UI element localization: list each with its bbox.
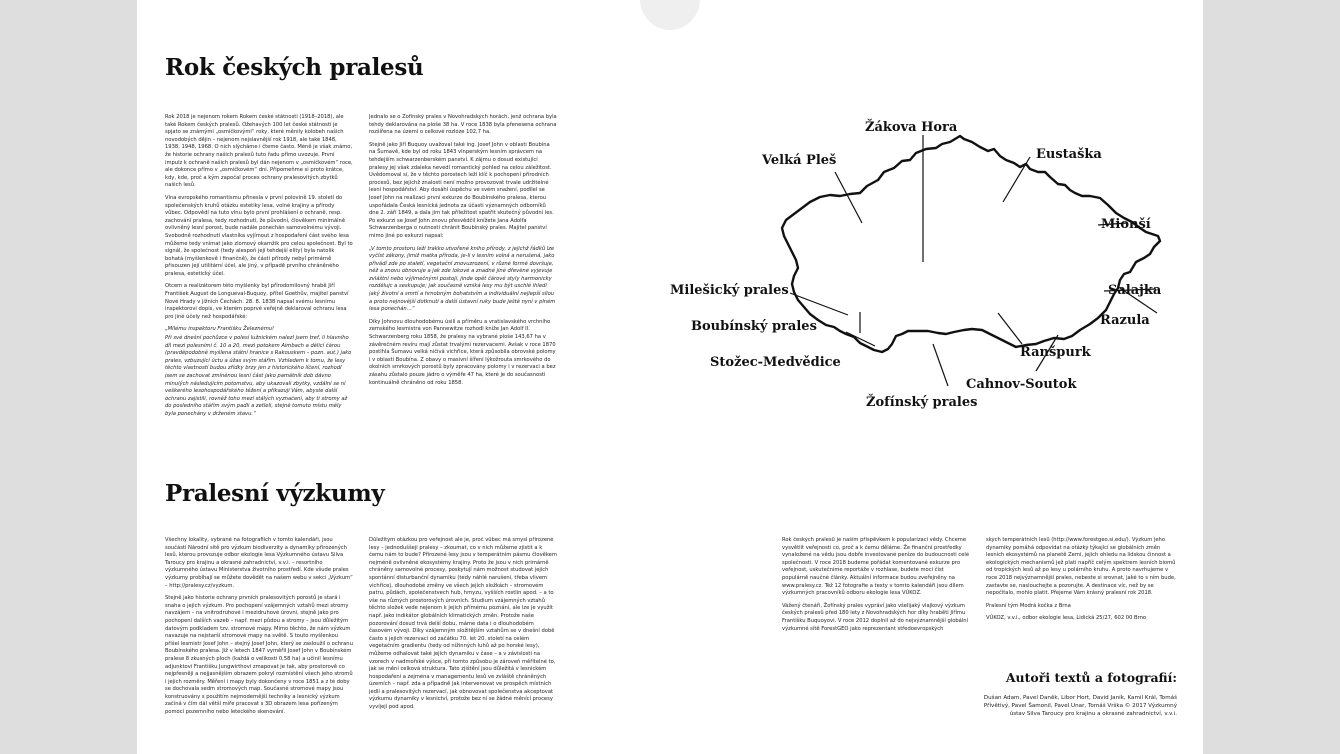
paragraph: Stejně jako Jiří Buquoy uvažoval také ing. Josef John v oblasti Boubína na Šumavě, kde byl od roku 1843 vlnperským lesním správcem na tehdejším schwarzenberském panství. K zájmu o dosud existující pralesy jej však zdaleka nevedl romantický pohled na celou záležitost. Uvědomoval si, že v těchto porostech leží klíč k pochopení přírodních procesů, bez jejichž znalosti není možno provozovat trvale udržitelné lesní hospodářství. Aby dosáhl úspěchu ve svém snažení, podílel se Josef John na realizaci první exkurze do Boubínského pralesa, kterou uspořádala Česká lesnická jednota za účasti významných odborníků dne 2. září 1849, a dala jim tak příležitost spatřit skutečný původní les. Po exkurzi se Josef John znovu přesvědčil knížete Jana Adolfa Schwarzenberga o nutnosti chránit Boubínský prales. Majitel panství mimo jiné po exkurzi napsal: (369, 141, 554, 239)
signature-team: Pralesní tým Modrá kočka z Brna (986, 602, 1071, 609)
map-label-velka-ples: Velká Pleš (762, 153, 837, 168)
signature-address: VÚKOZ, v.v.i., odbor ekologie lesa, Lidická 25/27, 602 00 Brno (986, 615, 1147, 622)
czech-map (670, 0, 1203, 440)
section2-column-2 (369, 537, 557, 727)
label-leader-lines (790, 135, 1157, 386)
paragraph: Vážený čtenáři, Žofínský prales vypráví jako všelijaký vlajkový výzkum českých pralesů před 180 lety z Novohradských hor díky hraběti Jiřímu Františku Buquoyovi. V roce 2012 doplnil až do nejvýznamnější globální výzkumné sítě ForestGEO jako reprezentant středoevropských (782, 602, 969, 632)
quote-text: „V tomto prostoru leží trakko utvořené kniho přírody, z jejichž řádků lze vyčíst zákony, jimiž matka příroda, je-li v lesním volná a nerušená, jako přivádí zde po staletí, vegetační znovuzrození, v různé formě dovršuje, něž a znovu obnovuje a jak zde lokové a znadné jiné dřevěné vyjevuje zvláštní nebo výjimečnými postoji, jinde opět čárové styly harmonicky rozdělujc a seskupuje; jak současně vzniká lesy mu být uschlé ihledí jaký životní a smrtí a hrnobným bohatstvím a individuální nejlepší sílou a proto nejnovější dotknutí a další ústavní ruky bude ještě nyní v plném lesa ponechán…“ (369, 245, 556, 313)
section1-column-2 (369, 114, 557, 394)
map-label-boubinsky-prales: Boubínský prales (691, 319, 817, 334)
map-label-mionsi: Mionší (1101, 217, 1151, 232)
paragraph: Otcem a realizátorem této myšlenky byl přírodomilovný hrabě Jiří František August de Longueval-Buquoy, přítel Goethův, majitel panství Nové Hrady v jižních Čechách. 28. 8. 1838 napsal svému lesnímu inspektorovi dopis, ve kterém poprvé veřejně deklaroval ochranu lesa pro jiné účely než hospodářské: (165, 283, 349, 320)
map-label-zakova-hora: Žákova Hora (865, 120, 958, 135)
map-label-milesicky-prales: Milešický prales (670, 283, 789, 298)
paragraph: Vlna evropského romantismu přinesla v první polovině 19. století do společenských kruhů otázku estetiky lesa, volné krajiny a přírody vůbec. Odpovědí na tuto vlnu bylo první prohlášení o ochraně, resp. zachování pralesa, tedy rozhodnutí, že původní, člověkem minimálně ovlivněný lesní porost, bude nadále ponechán samovolnému vývoji. Svobodně rozhodnutí vlastníka vyjímout z hospodaření část svého lesa můžeme tedy vnímat jako zlomový okamžik pro celou společnost. Byl to signál, že společnost (tedy alespoň její tehdejší elity) byla natolik bohatá (myšlenkově i finančně), že části přírody nebyl primárně přisouzen její utilitární účel, ale jiný, v případě prvního chráněného pralesa, estetický účel. (165, 194, 353, 277)
paragraph: ských temperátních lesů (http://www.forestgeo.si.edu/). Výzkum jeho dynamiky pomáhá odpovídat na otázky týkající se globálních změn lesních ekosystémů na planetě Zemi, jejich ohledu na lidskou činnost a ekologických mechanismů jež platí napříč celým spektrem lesních biomů od tropických lesů až po lesy u polárního kruhu. A proto navrhujeme v roce 2018 nejvýznamnější prales, nebeste si srovnat, jaké to s ním bude, zastavte se, naslouchejte a pozorujte. A destinace víc, než by se nepočítalo, mohlo platit. Přejeme Vám krásný pralesní rok 2018. (986, 537, 1176, 597)
section-title-pralesni-vyzkumy: Pralesní výzkumy (165, 480, 385, 507)
section2-column-4 (986, 537, 1178, 637)
authors-heading: Autoři textů a fotografií: (1005, 670, 1177, 685)
paragraph: Všechny lokality, vybrané na fotografiích v tomto kalendáři, jsou součástí Národní sítě pro výzkum biodiverzity a dynamiky přirozených lesů, kterou provozuje odbor ekologie lesa Výzkumného ústavu Silva Taroucy pro krajinu a okrasné zahradnictví, v.v.i. – resortního výzkumného ústavu Ministerstva životního prostředí. Kde všude prales výzkumy probíhají se můžete dovědět na našem webu v sekci „Výzkum“ – http://pralesy.cz/vyzkum. (165, 537, 353, 589)
leader-line-velka-ples (835, 172, 862, 223)
left-page (137, 0, 670, 754)
map-label-ranspurk: Ranšpurk (1020, 345, 1091, 360)
map-label-razula: Razula (1100, 313, 1150, 328)
paragraph: Stejně jako historie ochrany prvních pralesovitých porostů je stará i snaha o jejich výzkum. Pro pochopení vzájemných vztahů mezi stromy navzájem – na vnitrodruhové i mezidruhové úrovni, stejně jako pro pochopení dalších vazeb – např. mezi půdou a stromy – jsou důležitým datovým podkladem tzv. stromové mapy. Mimo těchto, že nám výzkum navazuje na nejstarší stromové mapy na světě. S touto myšlenkou přišel lesmistr Josef John – stejný Josef John, který se zasloužil o ochranu Boubínského pralesa. Již v letech 1847 vyměřil Josef John v Boubínském pralese 8 zkusných ploch (každá o velikosti 0,58 ha) a učinil lesnímu adjunktovi Františku Jungwirthovi zmapovat je tak, aby prostorově co nejpřesněji a nejjasnějším obrazem pokryl rozmístění všech jeho stromů i jejich rozměry. Měření i mapy byly dokončeny v roce 1851 a z té doby se dochovala sedm stromových map. Současné stromové mapy jsou konstruovány s použitím nejmodernější techniky a lesnický výzkum začíná v čím dál větší míře pracovat s 3D obrazem lesa pořízeným pomocí pozemního nebo leteckého skenování. (165, 595, 353, 716)
section-title-rok-ceskych-pralesu: Rok českých pralesů (165, 54, 424, 81)
quote-heading: „Milému inspektoru Františku Železnému! (165, 326, 275, 333)
section2-column-3 (782, 537, 970, 647)
calendar-page (137, 0, 1203, 754)
right-page (670, 0, 1203, 754)
paragraph: Jednalo se o Žofínský prales v Novohradských horách, jenž ochrana byla tehdy deklarována na ploše 38 ha. V roce 1838 byla přenesena ochrana rozšířena na území o celkové rozloze 102,7 ha. (369, 114, 557, 136)
paragraph: Důležitým otázkou pro veřejnost ale je, proč vůbec má smysl přirozené lesy – jednoduššeji pralesy – zkoumat, co v nich můžeme zjistit a k čemu nám to bude? Přirozené lesy jsou v temperátním pásmu člověkem nejméně ovlivněné ekosystémy krajiny. Proto že jsou v nich primárně chráněny samovolné procesy, poskytují nám možnost studovat jejich spontánní disturbanční dynamiku (tedy náhlé narušení, třeba vlivem vichřice), dlouhodobé změny ve všech jejích složkách – stromovém patru, půdách, společenstvech hub, hmyzu, vyšších rostlin apod. – a to vše na různých prostorových úrovních. Studium vzájemných vztahů těchto složek vede nejenom k jejich přímému poznání, ale lze je využít např. jako indikátor globálních klimatických změn. Protože naše pozorování dosud trvá delší dobu, máme data i o dlouhodobém časovém vývoji. Díky vzájemným složitějším vztahům se v dnešní době často s jejich rezervací od začátku 70. let 20. století na celém vegetačním gradientu (tedy od nížinných luhů až po horské lesy), můžeme odhalovat také jejich dynamiku v čase – a v závislosti na vzorech v nadmořské výšce, při tomto způsobu je zároveň měřitelné to, jak se mění celková struktura. Tato zjištění jsou důležitá v lesnickém hospodaření a zejména v managementu lesů ve zvláště chráněných územích – např. zda a případně jak intervenovat ve prospěch místních jedlí a pralesovitých rezervací, jak obnovovat společenstva akceptovat výzkumu dynamiky v lesnictví, protože bez ní se žádné měnící procesy vyvíjejí pod apod. (369, 537, 557, 711)
map-label-eustaska: Eustaška (1036, 147, 1102, 162)
map-label-stozec-medvedice: Stožec-Medvědice (710, 355, 841, 370)
czech-border-map (670, 0, 1203, 440)
section1-column-1 (165, 114, 353, 444)
paragraph: Rok českých pralesů je naším příspěvkem k popularizaci vědy. Chceme vysvětlit veřejnosti co, proč a k čemu děláme. Že finanční prostředky vynaložené na vědu jsou dobře investované peníze do budoucnosti celé společnosti. V roce 2018 budeme pořádat komentované exkurze pro veřejnost, uskutečníme reportáže v rozhlase, budete moci číst populárně naučné články. Aktuální informace budou zveřejněny na www.pralesy.cz. Též 12 fotografie a texty v tomto kalendáři jsou dílem výzkumných pracovníků odboru ekologie lesa VÚKOZ. (782, 537, 970, 597)
map-label-salajka: Salajka (1108, 283, 1162, 298)
quote-text: Při své dnešní pochůzce v polesí lužnickém nalezl jsem tref, li hlavního díl mezi polesními č. 10 a 20, mezi potokem Aimbach a dělicí čárou (pravděpodobně myšlena státní hranice s Rakouskem – pozn. aut.) jako prales, vzbuzující úctu a úžas svým stářím. Vzhledem k tomu, že lesy těchto vlastností budou zřídky brzy jen z historického líčení, rozhodl jsem se zachovat zmíněnou lesní část jako památník dob dávno minulých následujícím potomstvu, aby ukazovali zbytky, vzdální se ní veškerého lesohospodářského těžení a přikazuji Vám, abyste další ochranu zajistili, rovněž toho mezi stálých vyznačení, aby ti stromy až do posledního stářím svým padli a zetleli, stejně tomuto místu měly byla ponechány v drženém stavu.“ (165, 335, 352, 417)
paragraph: Díky Johnovu dlouhodobému úsilí a příměru a vratislavského vrchního zemského lesmistra von Pannewitze rozhodl kníže Jan Adolf II. Schwarzenberg roku 1858, že pralesy na vybrané ploše 143,67 ha v závěrečném revíru mají zůstat trvalými rezervacemi. Avšak v roce 1870 postihla Šumavu velká ničivá vichřice, která způsobila obrovské polomy i v oblasti Boubína. Z obavy o masivní šíření lýkožrouta smrkového do okolních smrkových porostů byly zpracovány polomy i v rezervaci a bez zásahu zůstalo pouze jádro o výměře 47 ha, které je do současnosti kontinuálně chráněno od roku 1858. (369, 318, 556, 386)
map-label-cahnov-soutok: Cahnov-Soutok (966, 377, 1077, 392)
paragraph: Rok 2018 je nejenom rokem Rokem české státnosti (1918–2018), ale také Rokem českých pralesů. Ožehavých 100 let české státnosti je spjato se známými „osmičkovými“ roky, které měnily kolobeh našich novodobých dějin – nejenom nejslavnější rok 1918, ale také 1848, 1938, 1948, 1968. O nich slýcháme i čteme často. Méně je však známo, že historie ochrany našich pralesů tuto řadu přímo uvozuje. První impulz k ochraně našich pralesů byl dán nejenom v „osmičkovém“ roce, ale dokonce přímo v „osmičkovém“ dni. Připomeňme si proto krátce, kdy, kde, proč a kým započal proces ochrany pralesovitých zbytků našich lesů. (165, 114, 353, 189)
authors-list: Dušan Adam, Pavel Daněk, Libor Hort, David Janík, Kamil Král, Tomáš Přívětivý, Pavel Šamonil, Pavel Unar, Tomáš Vrška © 2017 Výzkumný ústav Silva Taroucy pro krajinu a okrasné zahradnictví, v.v.i. (983, 695, 1177, 717)
section2-column-1 (165, 537, 353, 749)
leader-line-milesicky-prales (790, 293, 848, 315)
leader-line-zofinsky-prales (933, 344, 948, 386)
map-label-zofinsky-prales: Žofínský prales (866, 395, 978, 410)
